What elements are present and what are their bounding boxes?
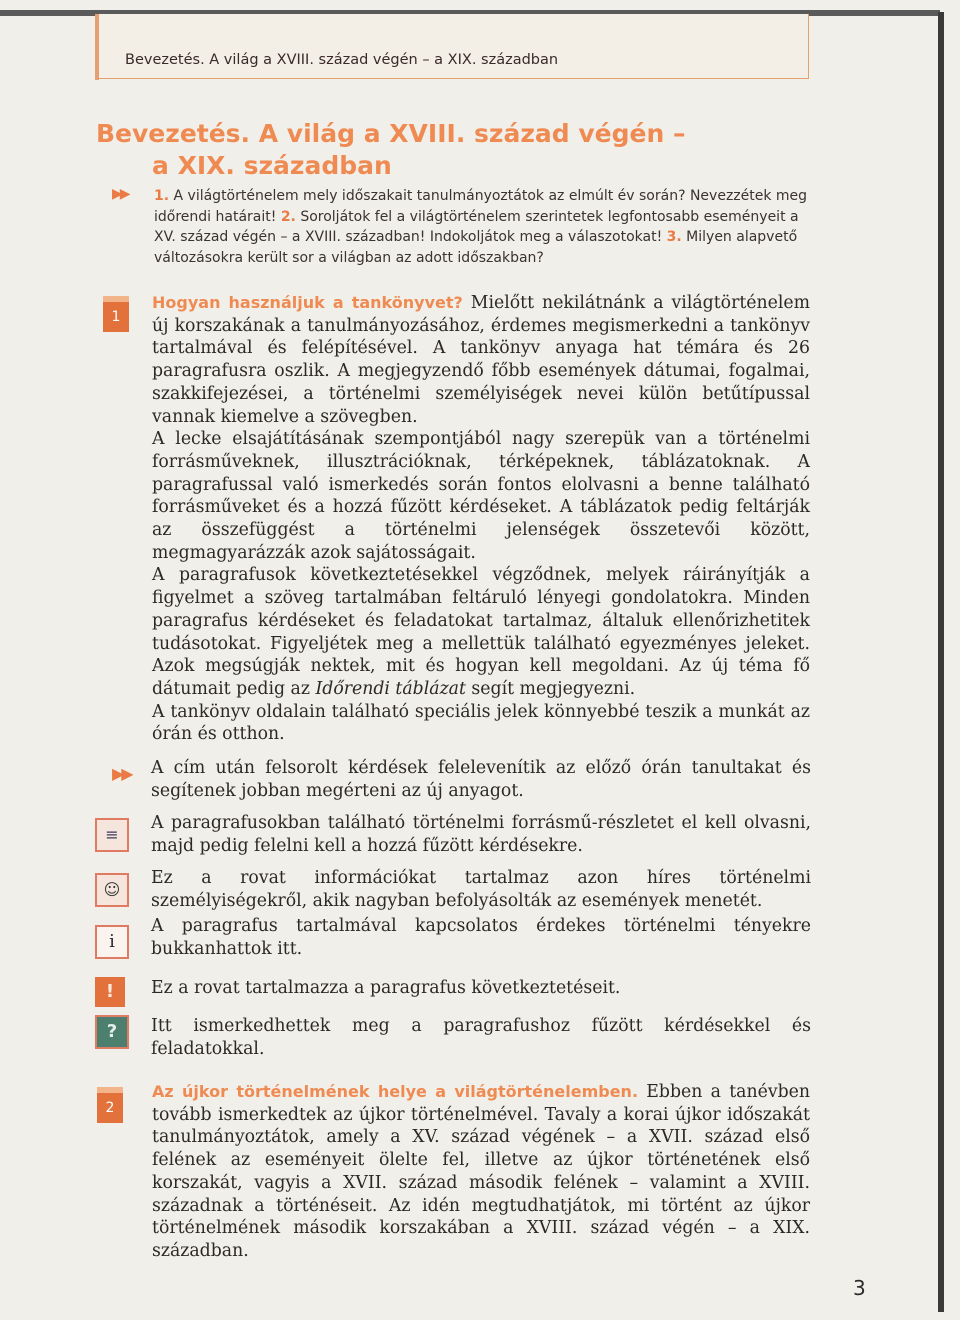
- chapter-title: [96, 118, 685, 182]
- running-header: Bevezetés. A világ a XVIII. század végén – a XIX. században: [125, 52, 559, 68]
- legend-arrow-icon: ▶▶: [112, 764, 131, 783]
- exclamation-icon: !: [95, 977, 125, 1007]
- page-number: 3: [853, 1276, 866, 1300]
- question-number: 1.: [154, 188, 170, 204]
- question-number: 2.: [280, 208, 296, 225]
- section-1-paragraph: A paragrafusok következtetésekkel végződnek, melyek ráirányítják a figyelmet a szöveg tartalmában feltáruló lényegi gondolatokra. Minden paragrafus kérdéseket és feladatokat tartalmaz, általuk ellenőrizhetitek tudásotokat. Figyeljétek meg a mellettük található egyezményes jeleket. Azok megsúgják nektek, mit és hogyan kell megoldani. Az új téma fő dátumait pedig az Időrendi táblázat segít megjegyezni.: [152, 565, 810, 699]
- section-1-body: [96, 292, 810, 746]
- chapter-title-line2: a XIX. században: [152, 151, 392, 180]
- section-2-paragraph: Az újkor történelmének helye a világtörténelemben. Ebben a tanévben tovább ismerkedtek az újkor történelmével. Tavaly a korai újkor időszakát tanulmányoztátok, amely a XV. század végének – a XVII. század első felének az eseményeit ölelte fel, illetve az újkor történetének első korszakát, vagyis a XVII. század második felének – valamint a XVIII. századnak a történéseit. Az idén megtudhatjátok, mi történt az újkor történelmének második korszakában a XVIII. század végén – a XIX. században.: [152, 1082, 810, 1261]
- chapter-title-line1: Bevezetés. A világ a XVIII. század végén –: [96, 119, 686, 148]
- legend-person-text: Ez a rovat információkat tartalmaz azon híres történelmi személyiségekről, akik nagyban befolyásolták az események menetét.: [151, 868, 811, 911]
- chronology-table-ref: Időrendi táblázat: [315, 678, 466, 699]
- review-questions: [154, 186, 812, 268]
- section-1-paragraph: Hogyan használjuk a tankönyvet? Mielőtt nekilátnánk a világtörténelem új korszakának a tanulmányozásához, érdemes megismerkedni a tankönyv tartalmával és felépítésével. A tankönyv anyaga hat témára és 26 paragrafusra oszlik. A megjegyzendő főbb események dátumai, fogalmai, szakkifejezései, a történelmi személyiségek nevei külön betűtípussal vannak kiemelve a szövegben.: [152, 293, 810, 427]
- question-text: Soroljátok fel a világtörténelem szerintetek legfontosabb eseményeit a XV. század végén – a XVIII. században! Indokoljátok meg a válaszotokat!: [154, 208, 799, 246]
- section-1-heading: Hogyan használjuk a tankönyvet?: [152, 293, 463, 312]
- running-header-box: [95, 14, 809, 79]
- section-2-body: [96, 1081, 810, 1263]
- legend-source-text: A paragrafusokban található történelmi forrásmű-részletet el kell olvasni, majd pedig felelni kell a hozzá fűzött kérdésekre.: [151, 813, 811, 856]
- legend-arrow-text: A cím után felsorolt kérdések felelevenítik az előző órán tanultakat és segítenek jobban megérteni az új anyagot.: [151, 758, 811, 801]
- legend-conclusion-text: Ez a rovat tartalmazza a paragrafus következtetéseit.: [151, 978, 621, 998]
- question-mark-icon: ?: [95, 1015, 129, 1049]
- question-text: A világtörténelem mely időszakait tanulmányoztátok az elmúlt év során? Nevezzétek meg időrendi határait!: [154, 188, 808, 225]
- source-document-icon: ≡: [95, 818, 129, 852]
- legend-info-text: A paragrafus tartalmával kapcsolatos érdekes történelmi tényekre bukkanhattok itt.: [151, 916, 811, 959]
- scan-edge-right: [938, 12, 944, 1312]
- section-number-badge: 1: [103, 296, 129, 332]
- info-icon: i: [95, 925, 129, 959]
- legend-questions-text: Itt ismerkedhettek meg a paragrafushoz fűzött kérdésekkel és feladatokkal.: [151, 1016, 811, 1059]
- section-2-heading: Az újkor történelmének helye a világtörténelemben.: [152, 1082, 639, 1101]
- person-portrait-icon: ☺: [95, 873, 129, 907]
- question-text: Milyen alapvető változásokra került sor a világban az adott időszakban?: [154, 229, 798, 266]
- running-header-rule: [95, 14, 99, 80]
- review-arrow-icon: ▶▶: [112, 186, 128, 202]
- question-number: 3.: [666, 229, 682, 246]
- section-1-paragraph: A tankönyv oldalain található speciális jelek könnyebbé teszik a munkát az órán és otthon.: [152, 701, 810, 745]
- section-number-badge: 2: [97, 1087, 123, 1123]
- section-1-paragraph: A lecke elsajátításának szempontjából nagy szerepük van a történelmi forrásműveknek, illusztrációknak, térképeknek, táblázatoknak. A paragrafussal való ismerkedés során fontos elolvasni a benne található forrásműveket és a hozzá fűzött kérdéseket. A táblázatok pedig feltárják az összefüggést a történelmi jelenségek összetevői között, megmagyarázzák azok sajátosságait.: [152, 429, 810, 563]
